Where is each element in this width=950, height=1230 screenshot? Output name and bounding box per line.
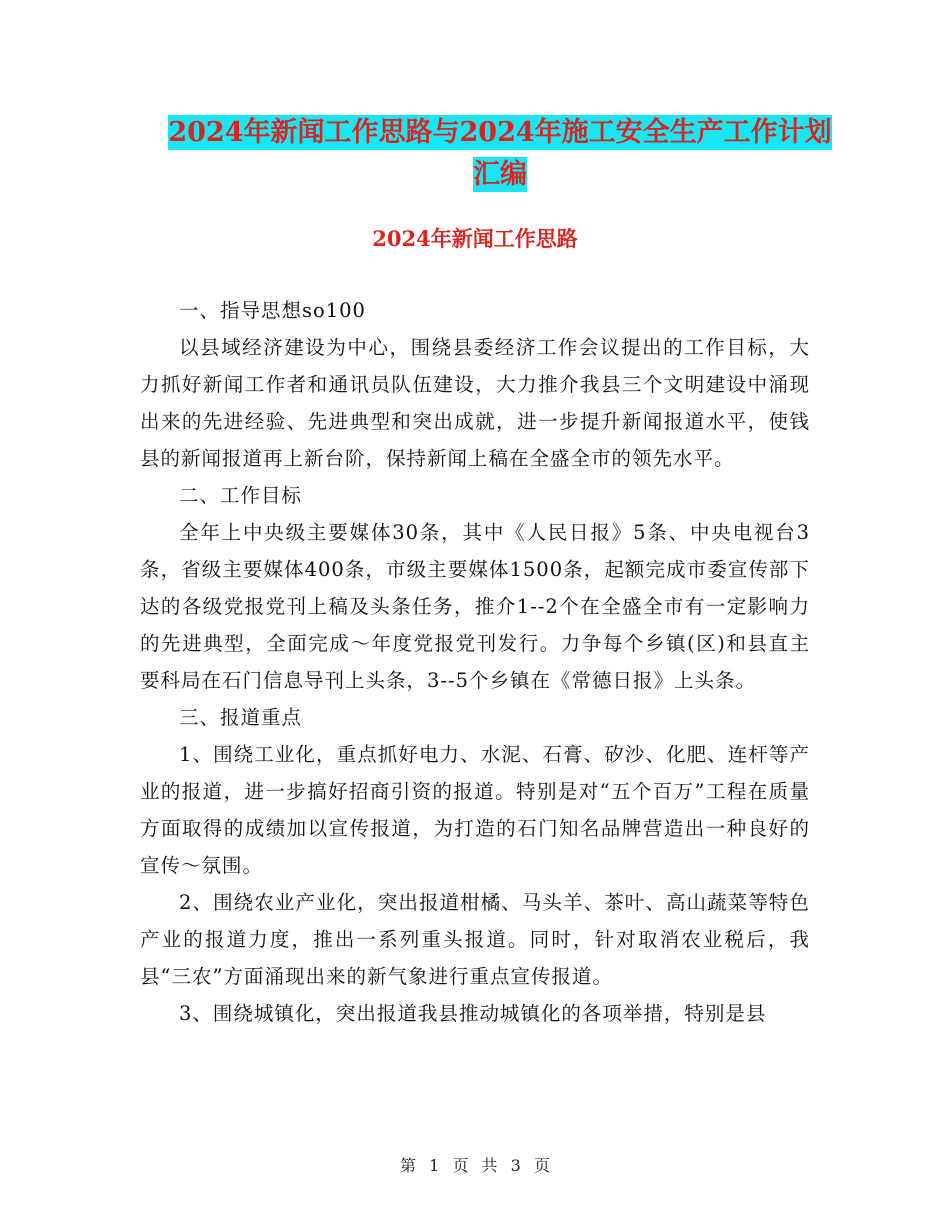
paragraph-heading: 二、工作目标	[179, 484, 303, 507]
footer-page-total: 3	[510, 1156, 521, 1175]
paragraph: 1、围绕工业化，重点抓好电力、水泥、石膏、矽沙、化肥、连杆等产业的报道，进一步搞好招商引资的报道。特别是对“五个百万”工程在质量方面取得的成绩加以宣传报道，为打造的石门知名品牌营造出一种良好的宣传～氛围。	[140, 743, 810, 877]
footer-label: 第	[400, 1156, 417, 1175]
document-title	[140, 112, 860, 196]
paragraph: 2、围绕农业产业化，突出报道柑橘、马头羊、茶叶、高山蔬菜等特色产业的报道力度，推出一系列重头报道。同时，针对取消农业税后，我县“三农”方面涌现出来的新气象进行重点宣传报道。	[140, 891, 810, 988]
paragraph: 全年上中央级主要媒体30条，其中《人民日报》5条、中央电视台3条，省级主要媒体400条，市级主要媒体1500条，起额完成市委宣传部下达的各级党报党刊上稿及头条任务，推介1--2个在全盛全市有一定影响力的先进典型，全面完成～年度党报党刊发行。力争每个乡镇(区)和县直主要科局在石门信息导刊上头条，3--5个乡镇在《常德日报》上头条。	[140, 521, 810, 692]
title-line-2: 汇编	[473, 159, 527, 190]
paragraph-heading: 一、指导思想so100	[179, 299, 366, 322]
footer-label: 页	[533, 1156, 550, 1175]
paragraph: 以县域经济建设为中心，围绕县委经济工作会议提出的工作目标，大力抓好新闻工作者和通讯员队伍建设，大力推介我县三个文明建设中涌现出来的先进经验、先进典型和突出成就，进一步提升新闻报道水平，使钱县的新闻报道再上新台阶，保持新闻上稿在全盛全市的领先水平。	[140, 336, 810, 470]
page-footer	[0, 1155, 950, 1177]
footer-label: 页	[452, 1156, 469, 1175]
paragraph: 3、围绕城镇化，突出报道我县推动城镇化的各项举措，特别是县	[179, 1002, 767, 1025]
section-title: 2024年新闻工作思路	[372, 226, 578, 251]
paragraph-heading: 三、报道重点	[179, 706, 303, 729]
document-body	[140, 292, 810, 1032]
footer-page-current: 1	[429, 1156, 440, 1175]
footer-label: 共	[481, 1156, 498, 1175]
title-line-1: 2024年新闻工作思路与2024年施工安全生产工作计划	[168, 117, 832, 148]
